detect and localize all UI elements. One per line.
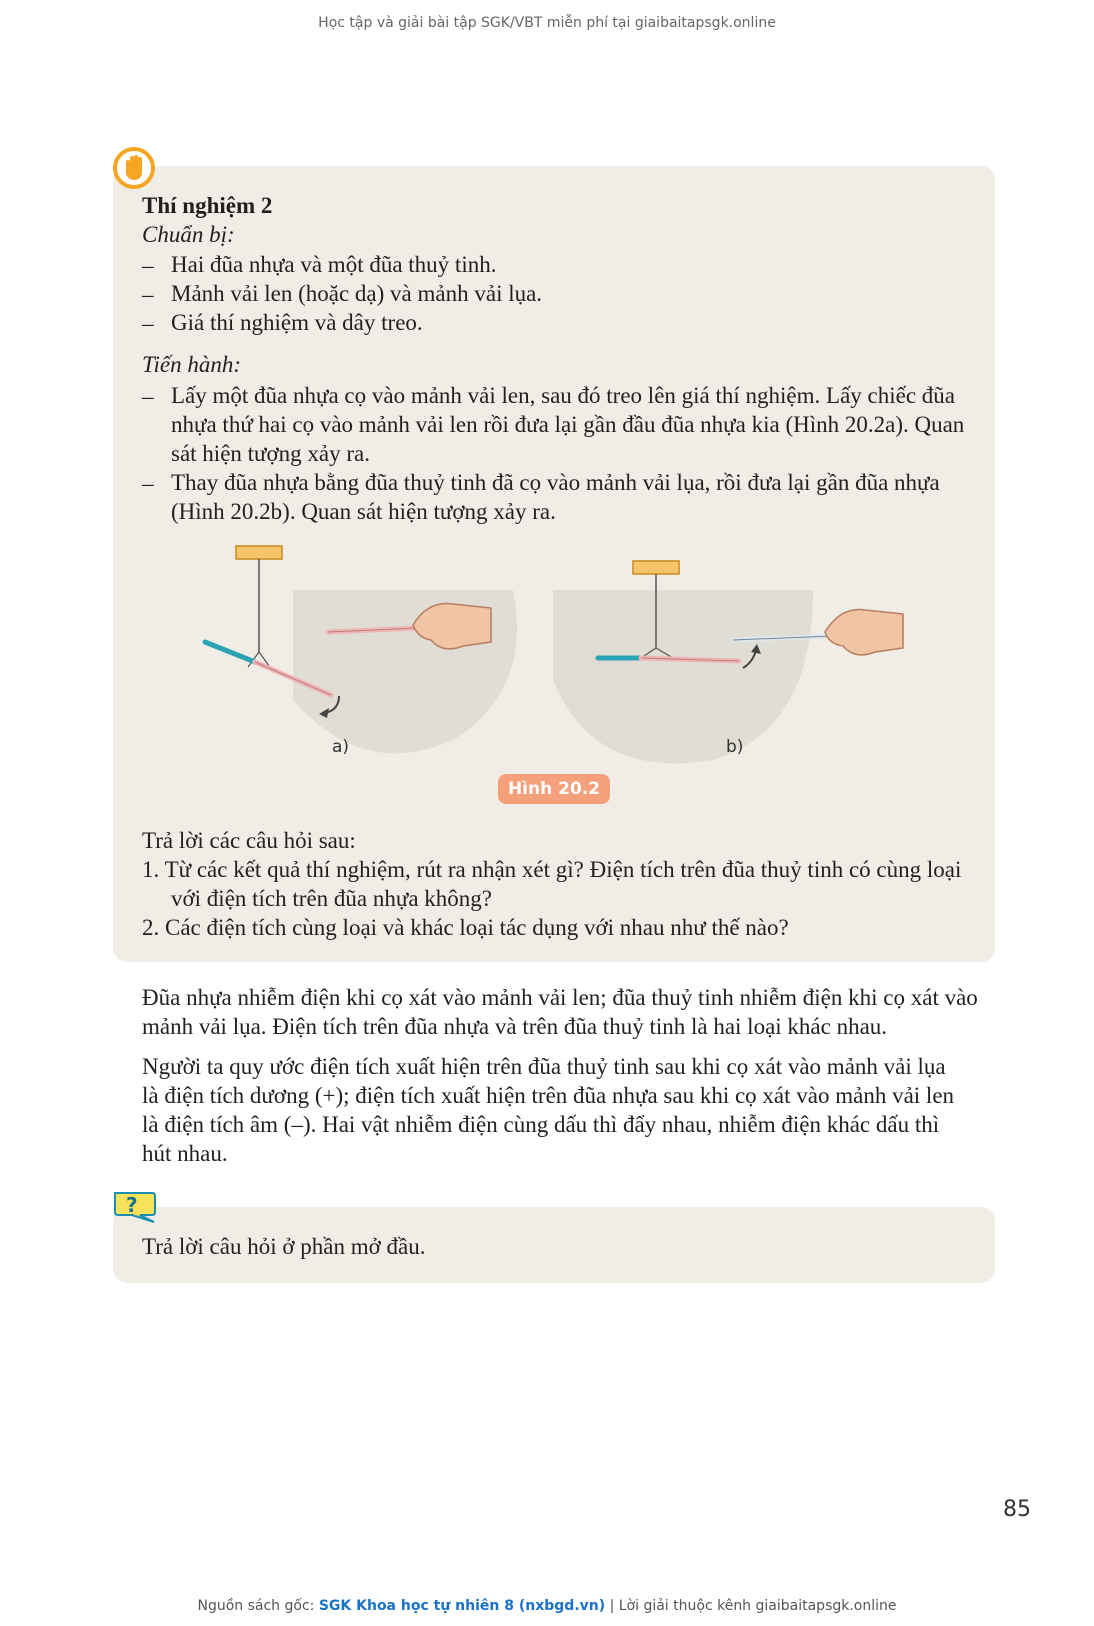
footer-prefix: Nguồn sách gốc: — [197, 1598, 319, 1614]
prepare-item: Mảnh vải len (hoặc dạ) và mảnh vải lụa. — [171, 281, 543, 306]
prepare-item: Hai đũa nhựa và một đũa thuỷ tinh. — [171, 252, 497, 277]
procedure-line: (Hình 20.2b). Quan sát hiện tượng xảy ra. — [171, 499, 556, 524]
prepare-heading: Chuẩn bị: — [142, 222, 235, 247]
question-line: 1. Từ các kết quả thí nghiệm, rút ra nhận xét gì? Điện tích trên đũa thuỷ tinh có cùng loại — [142, 857, 962, 882]
figure-label-b: b) — [726, 737, 744, 757]
question-line: với điện tích trên đũa nhựa không? — [171, 886, 492, 911]
procedure-line: nhựa thứ hai cọ vào mảnh vải len rồi đưa lại gần đầu đũa nhựa kia (Hình 20.2a). Quan — [171, 412, 965, 437]
paragraph-line: là điện tích âm (–). Hai vật nhiễm điện cùng dấu thì đẩy nhau, nhiễm điện khác dấu thì — [142, 1112, 940, 1137]
page-number: 85 — [1003, 1497, 1031, 1522]
paragraph-line: hút nhau. — [142, 1141, 228, 1166]
procedure-line: Thay đũa nhựa bằng đũa thuỷ tinh đã cọ vào mảnh vải lụa, rồi đưa lại gần đũa nhựa — [171, 470, 940, 495]
hand-b — [825, 609, 903, 654]
hanging-rod-a — [205, 642, 255, 662]
prepare-item: Giá thí nghiệm và dây treo. — [171, 310, 423, 335]
figure-label-a: a) — [332, 737, 350, 757]
paragraph-line: Người ta quy ước điện tích xuất hiện trên đũa thuỷ tinh sau khi cọ xát vào mảnh vải lụa — [142, 1054, 946, 1079]
list-dash: – — [142, 282, 154, 307]
holder-a — [236, 546, 282, 559]
list-dash: – — [142, 311, 154, 336]
experiment-title: Thí nghiệm 2 — [142, 193, 273, 218]
list-dash: – — [142, 384, 154, 409]
paragraph-line: mảnh vải lụa. Điện tích trên đũa nhựa và trên đũa thuỷ tinh là hai loại khác nhau. — [142, 1014, 888, 1039]
paragraph-line: là điện tích dương (+); điện tích xuất hiện trên đũa nhựa sau khi cọ xát vào mảnh vải len — [142, 1083, 955, 1108]
holder-b — [633, 561, 679, 574]
procedure-line: Lấy một đũa nhựa cọ vào mảnh vải len, sau đó treo lên giá thí nghiệm. Lấy chiếc đũa — [171, 383, 955, 408]
top-note: Học tập và giải bài tập SGK/VBT miễn phí tại giaibaitapsgk.online — [318, 15, 776, 31]
question-icon-mark: ? — [126, 1193, 138, 1217]
list-dash: – — [142, 253, 154, 278]
procedure-line: sát hiện tượng xảy ra. — [171, 441, 370, 466]
questions-heading: Trả lời các câu hỏi sau: — [142, 828, 356, 853]
hand-icon — [113, 147, 155, 189]
paragraph-line: Đũa nhựa nhiễm điện khi cọ xát vào mảnh vải len; đũa thuỷ tinh nhiễm điện khi cọ xát vào — [142, 985, 978, 1010]
figure-caption: Hình 20.2 — [498, 774, 610, 804]
question-line: 2. Các điện tích cùng loại và khác loại tác dụng với nhau như thế nào? — [142, 915, 789, 940]
procedure-heading: Tiến hành: — [142, 352, 242, 377]
list-dash: – — [142, 471, 154, 496]
footer-suffix: | Lời giải thuộc kênh giaibaitapsgk.online — [605, 1598, 897, 1614]
footer — [0, 1598, 1094, 1614]
question-icon — [112, 1190, 158, 1224]
question-box-text: Trả lời câu hỏi ở phần mở đầu. — [142, 1234, 426, 1259]
footer-source-link[interactable]: SGK Khoa học tự nhiên 8 (nxbgd.vn) — [318, 1598, 606, 1614]
